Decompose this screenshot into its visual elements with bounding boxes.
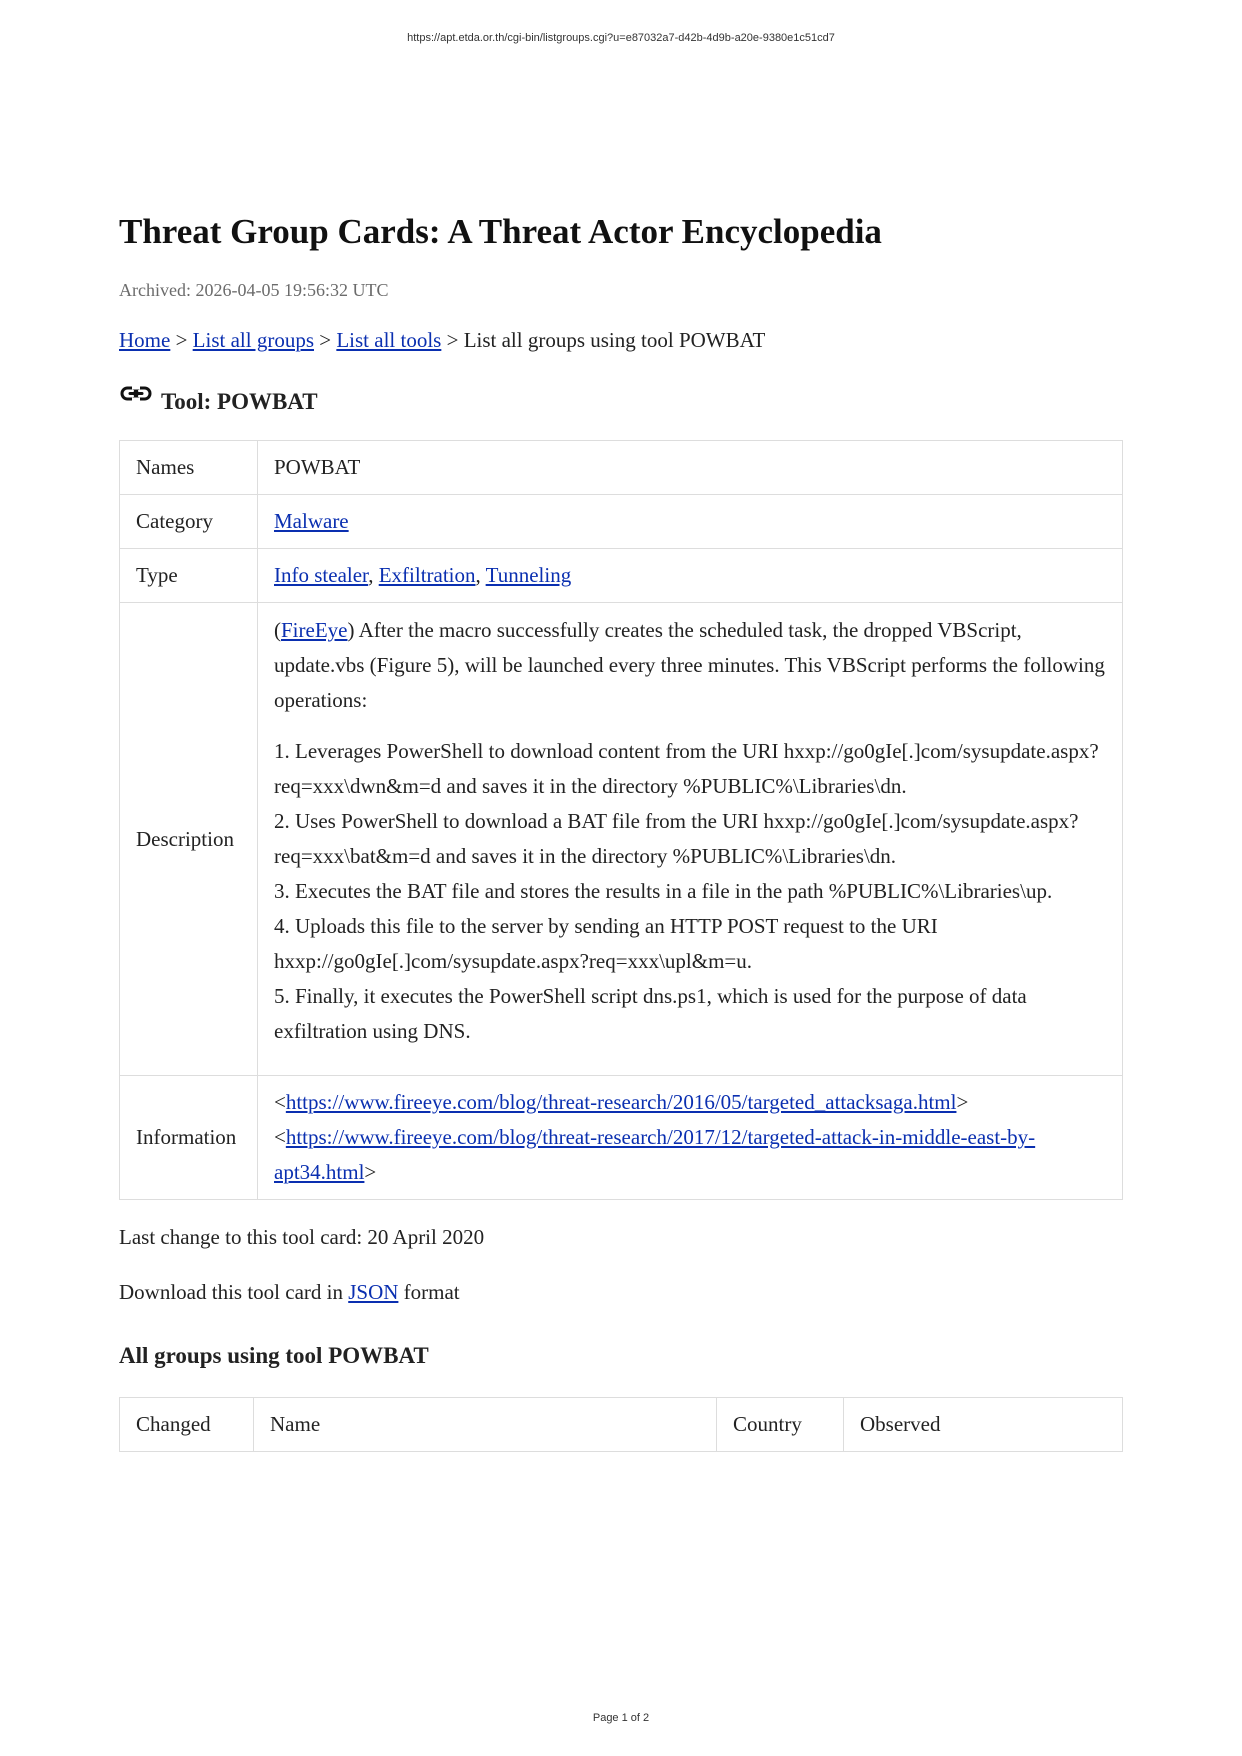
- table-row-description: [120, 603, 1123, 1076]
- breadcrumb-separator: >: [314, 328, 337, 352]
- type-label: Type: [120, 549, 258, 603]
- download-line: [119, 1275, 1123, 1310]
- description-step: 4. Uploads this file to the server by sending an HTTP POST request to the URI hxxp://go0gIe[.]com/sysupdate.aspx?req=xxx\upl&m=u.: [274, 914, 938, 973]
- last-change-text: Last change to this tool card: 20 April 2020: [119, 1225, 485, 1249]
- names-label: Names: [120, 441, 258, 495]
- information-link-1[interactable]: https://www.fireeye.com/blog/threat-research/2016/05/targeted_attacksaga.html: [285, 1090, 957, 1114]
- column-header-country[interactable]: Country: [717, 1398, 844, 1452]
- archived-timestamp: Archived: 2026-04-05 19:56:32 UTC: [119, 280, 389, 300]
- table-row-names: [120, 441, 1123, 495]
- names-value: POWBAT: [258, 441, 1123, 495]
- table-row-information: [120, 1076, 1123, 1200]
- breadcrumb-home-link[interactable]: Home: [119, 328, 171, 352]
- information-entry: [274, 1085, 1106, 1120]
- type-separator: ,: [368, 563, 379, 587]
- table-row-type: [120, 549, 1123, 603]
- breadcrumb-separator: >: [441, 328, 464, 352]
- groups-table-header: [120, 1398, 1123, 1452]
- column-header-name[interactable]: Name: [254, 1398, 717, 1452]
- description-step: 3. Executes the BAT file and stores the results in a file in the path %PUBLIC%\Libraries\up.: [274, 879, 1053, 903]
- category-value: [258, 495, 1123, 549]
- download-prefix: Download this tool card in: [119, 1280, 349, 1304]
- type-link-tunneling[interactable]: Tunneling: [485, 563, 572, 587]
- fireeye-source-link[interactable]: FireEye: [281, 618, 348, 642]
- column-header-observed[interactable]: Observed: [844, 1398, 1123, 1452]
- description-label: Description: [120, 603, 258, 1076]
- tool-heading: [119, 386, 1123, 418]
- description-intro-text: ) After the macro successfully creates the scheduled task, the dropped VBScript, update.vbs (Figure 5), will be launched every three minutes. This VBScript performs the following operations:: [274, 618, 1105, 712]
- main-content: [119, 208, 1123, 1452]
- breadcrumb-groups-link[interactable]: List all groups: [192, 328, 314, 352]
- category-link[interactable]: Malware: [274, 509, 349, 533]
- angle-open: <: [274, 1125, 286, 1149]
- angle-open: <: [274, 1090, 286, 1114]
- information-value: [258, 1076, 1123, 1200]
- breadcrumb: [119, 326, 1123, 354]
- type-value: [258, 549, 1123, 603]
- angle-close: >: [364, 1160, 377, 1184]
- type-link-info-stealer[interactable]: Info stealer: [274, 563, 369, 587]
- column-header-changed[interactable]: Changed: [120, 1398, 254, 1452]
- breadcrumb-tools-link[interactable]: List all tools: [336, 328, 442, 352]
- breadcrumb-separator: >: [170, 328, 193, 352]
- description-step: 1. Leverages PowerShell to download content from the URI hxxp://go0gIe[.]com/sysupdate.aspx?req=xxx\dwn&m=d and saves it in the directory %PUBLIC%\Libraries\dn.: [274, 739, 1099, 798]
- type-separator: ,: [475, 563, 486, 587]
- breadcrumb-current: List all groups using tool POWBAT: [463, 328, 766, 352]
- table-row-category: [120, 495, 1123, 549]
- groups-table: [119, 1397, 1123, 1452]
- description-step: 2. Uses PowerShell to download a BAT file from the URI hxxp://go0gIe[.]com/sysupdate.aspx?req=xxx\bat&m=d and saves it in the directory %PUBLIC%\Libraries\dn.: [274, 809, 1079, 868]
- information-entry: [274, 1120, 1106, 1190]
- paren-open: (: [274, 618, 281, 642]
- angle-close: >: [956, 1090, 969, 1114]
- groups-heading: All groups using tool POWBAT: [119, 1343, 429, 1368]
- page-title: Threat Group Cards: A Threat Actor Encyclopedia: [119, 212, 882, 251]
- tool-heading-text: Tool: POWBAT: [161, 389, 318, 414]
- description-value: [258, 603, 1123, 1076]
- information-label: Information: [120, 1076, 258, 1200]
- description-intro: [274, 613, 1106, 718]
- link-icon[interactable]: [119, 380, 153, 408]
- description-step: 5. Finally, it executes the PowerShell script dns.ps1, which is used for the purpose of data exfiltration using DNS.: [274, 984, 1027, 1043]
- page-number: Page 1 of 2: [592, 1712, 650, 1724]
- category-label: Category: [120, 495, 258, 549]
- type-link-exfiltration[interactable]: Exfiltration: [378, 563, 476, 587]
- json-download-link[interactable]: JSON: [348, 1280, 399, 1304]
- information-link-2[interactable]: https://www.fireeye.com/blog/threat-research/2017/12/targeted-attack-in-middle-east-by-apt34.html: [274, 1125, 1036, 1184]
- download-suffix: format: [398, 1280, 460, 1304]
- tool-details-table: [119, 440, 1123, 1200]
- print-header-url: https://apt.etda.or.th/cgi-bin/listgroups.cgi?u=e87032a7-d42b-4d9b-a20e-9380e1c51cd7: [407, 32, 835, 44]
